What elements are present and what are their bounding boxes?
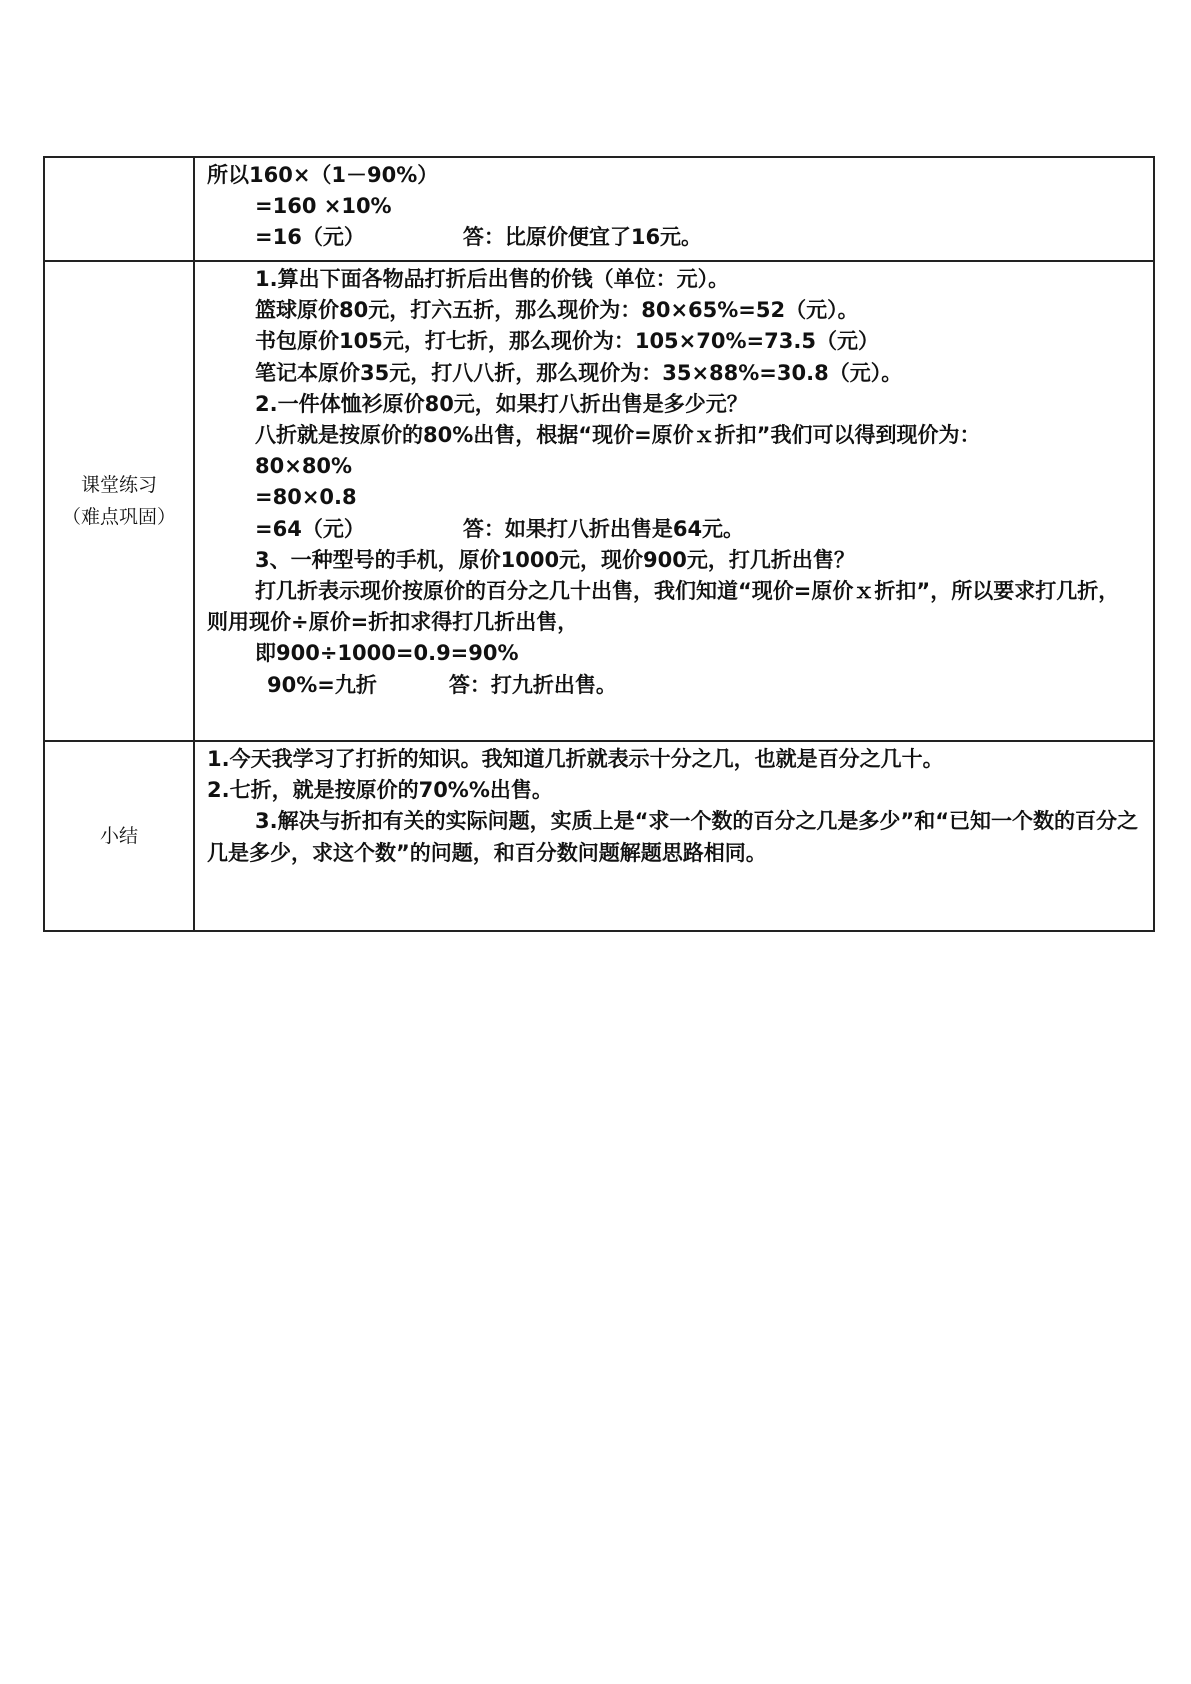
row-content-cell bbox=[194, 741, 1154, 931]
text-line: 1.算出下面各物品打折后出售的价钱（单位：元）。 bbox=[255, 267, 730, 291]
table-row bbox=[44, 261, 1154, 741]
table-row bbox=[44, 741, 1154, 931]
text-line: 3、一种型号的手机，原价1000元，现价900元，打几折出售？ bbox=[255, 547, 855, 572]
text-segment: 90%=九折 bbox=[267, 672, 377, 697]
row-content-cell bbox=[194, 261, 1154, 741]
text-line: 1.今天我学习了打折的知识。我知道几折就表示十分之几，也就是百分之几十。 bbox=[207, 747, 944, 771]
section-label: 课堂练习 bbox=[80, 474, 157, 496]
text-line bbox=[207, 222, 1139, 253]
text-line: 所以160×（1－90%） bbox=[207, 163, 439, 187]
answer-text: 答：如果打八折出售是64元。 bbox=[462, 516, 745, 541]
text-line bbox=[207, 670, 1139, 701]
row-label-cell: 小结 bbox=[44, 741, 194, 931]
text-line: 书包原价105元，打七折，那么现价为：105×70%=73.5（元） bbox=[255, 329, 879, 354]
text-line: 打几折表示现价按原价的百分之几十出售，我们知道“现价=原价ｘ折扣”，所以要求打几折，则用现价÷原价=折扣求得打几折出售， bbox=[207, 579, 1120, 635]
section-sublabel: （难点巩固） bbox=[61, 506, 176, 528]
lesson-table bbox=[43, 156, 1155, 932]
answer-text: 答：打九折出售。 bbox=[448, 672, 617, 697]
text-segment: =16（元） bbox=[255, 225, 365, 250]
answer-text: 答：比原价便宜了16元。 bbox=[462, 225, 703, 250]
text-line bbox=[207, 514, 1139, 545]
text-line: 篮球原价80元，打六五折，那么现价为：80×65%=52（元）。 bbox=[255, 298, 859, 323]
row-label-cell bbox=[44, 261, 194, 741]
text-line: =160 ×10% bbox=[255, 194, 392, 219]
text-line: 即900÷1000=0.9=90% bbox=[255, 641, 519, 666]
text-line: 80×80% bbox=[255, 454, 353, 479]
text-line: 八折就是按原价的80%出售，根据“现价=原价ｘ折扣”我们可以得到现价为： bbox=[255, 423, 981, 448]
text-line: 2.一件体恤衫原价80元，如果打八折出售是多少元？ bbox=[255, 391, 748, 416]
text-segment: =64（元） bbox=[255, 516, 365, 541]
table-row bbox=[44, 157, 1154, 261]
text-line: 笔记本原价35元，打八八折，那么现价为：35×88%=30.8（元）。 bbox=[255, 360, 903, 385]
row-label-cell bbox=[44, 157, 194, 261]
text-line: 3.解决与折扣有关的实际问题，实质上是“求一个数的百分之几是多少”和“已知一个数的百分之几是多少，求这个数”的问题，和百分数问题解题思路相同。 bbox=[207, 809, 1138, 865]
text-line: =80×0.8 bbox=[255, 485, 357, 510]
text-line: 2.七折，就是按原价的70%%出售。 bbox=[207, 778, 553, 803]
row-content-cell bbox=[194, 157, 1154, 261]
